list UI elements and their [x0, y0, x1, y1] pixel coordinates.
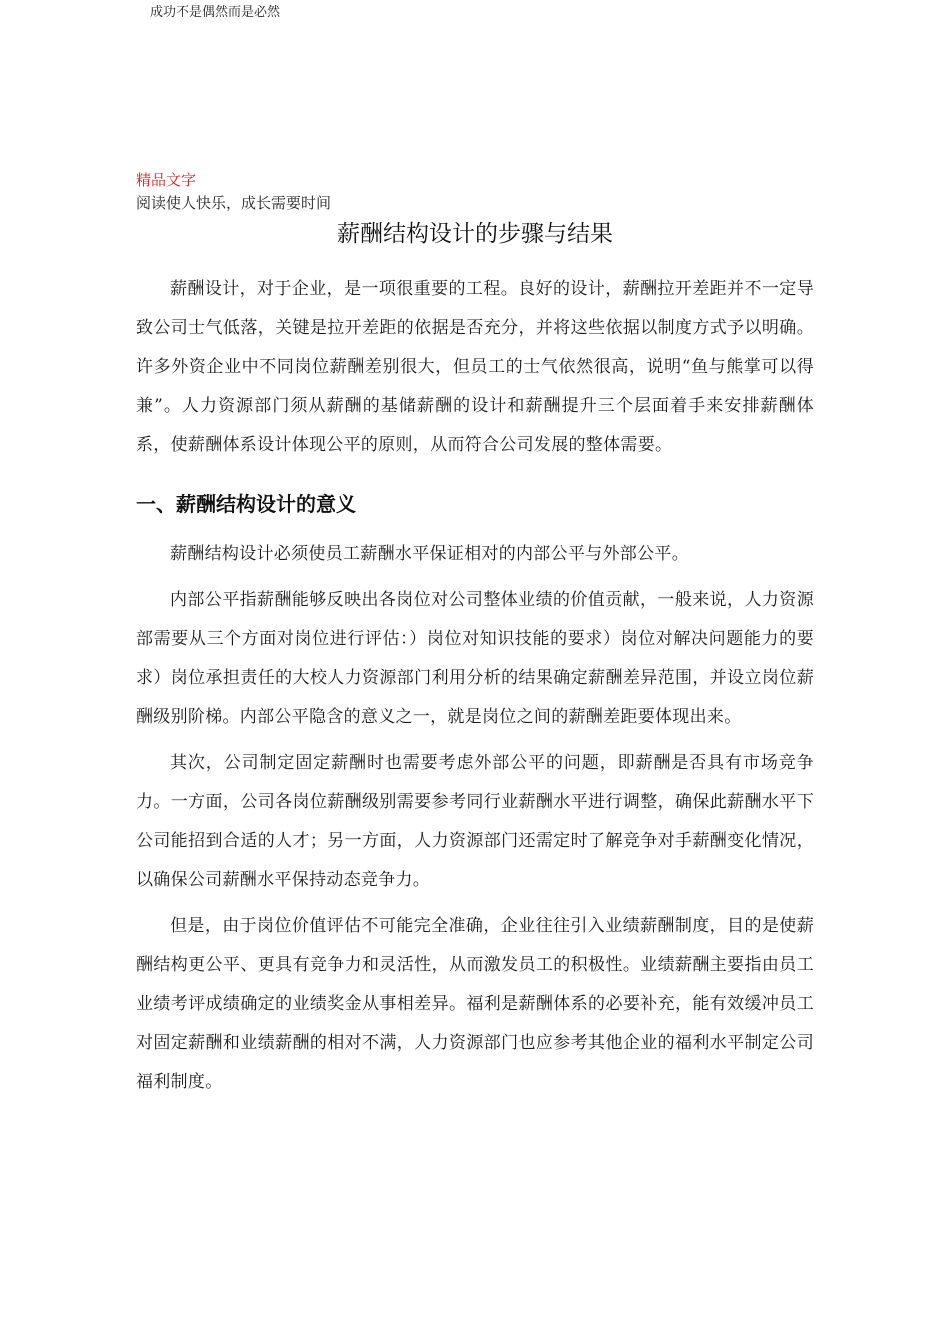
section-heading: 一、薪酬结构设计的意义 — [136, 492, 356, 516]
intro-paragraph: 薪酬设计，对于企业，是一项很重要的工程。良好的设计，薪酬拉开差距并不一定导致公司士气低落，关键是拉开差距的依据是否充分，并将这些依据以制度方式予以明确。许多外资企业中不同岗位薪酬差别很大，但员工的士气依然很高，说明“鱼与熊掌可以得兼”。人力资源部门须从薪酬的基储薪酬的设计和薪酬提升三个层面着手来安排薪酬体系，使薪酬体系设计体现公平的原则，从而符合公司发展的整体需要。 — [136, 279, 814, 455]
body-paragraph: 内部公平指薪酬能够反映出各岗位对公司整体业绩的价值贡献，一般来说，人力资源部需要从三个方面对岗位进行评估：）岗位对知识技能的要求）岗位对解决问题能力的要求）岗位承担责任的大校人力资源部门利用分析的结果确定薪酬差异范围，并设立岗位薪酬级别阶梯。内部公平隐含的意义之一，就是岗位之间的薪酬差距要体现出来。 — [136, 590, 814, 727]
document-body — [136, 270, 814, 1102]
body-paragraph: 其次，公司制定固定薪酬时也需要考虑外部公平的问题，即薪酬是否具有市场竞争力。一方面，公司各岗位薪酬级别需要参考同行业薪酬水平进行调整，确保此薪酬水平下公司能招到合适的人才；另一方面，人力资源部门还需定时了解竞争对手薪酬变化情况，以确保公司薪酬水平保持动态竞争力。 — [136, 753, 814, 890]
document-title: 薪酬结构设计的步骤与结果 — [337, 221, 613, 247]
brand-label: 精品文字 — [136, 171, 197, 189]
header-note: 成功不是偶然而是必然 — [150, 5, 281, 20]
body-paragraph: 薪酬结构设计必须使员工薪酬水平保证相对的内部公平与外部公平。 — [170, 544, 689, 564]
tagline: 阅读使人快乐，成长需要时间 — [136, 194, 332, 212]
body-paragraph: 但是，由于岗位价值评估不可能完全准确，企业往往引入业绩薪酬制度，目的是使薪酬结构更公平、更具有竞争力和灵活性，从而激发员工的积极性。业绩薪酬主要指由员工业绩考评成绩确定的业绩奖金从事相差异。福利是薪酬体系的必要补充，能有效缓冲员工对固定薪酬和业绩薪酬的相对不满，人力资源部门也应参考其他企业的福利水平制定公司福利制度。 — [136, 916, 814, 1092]
